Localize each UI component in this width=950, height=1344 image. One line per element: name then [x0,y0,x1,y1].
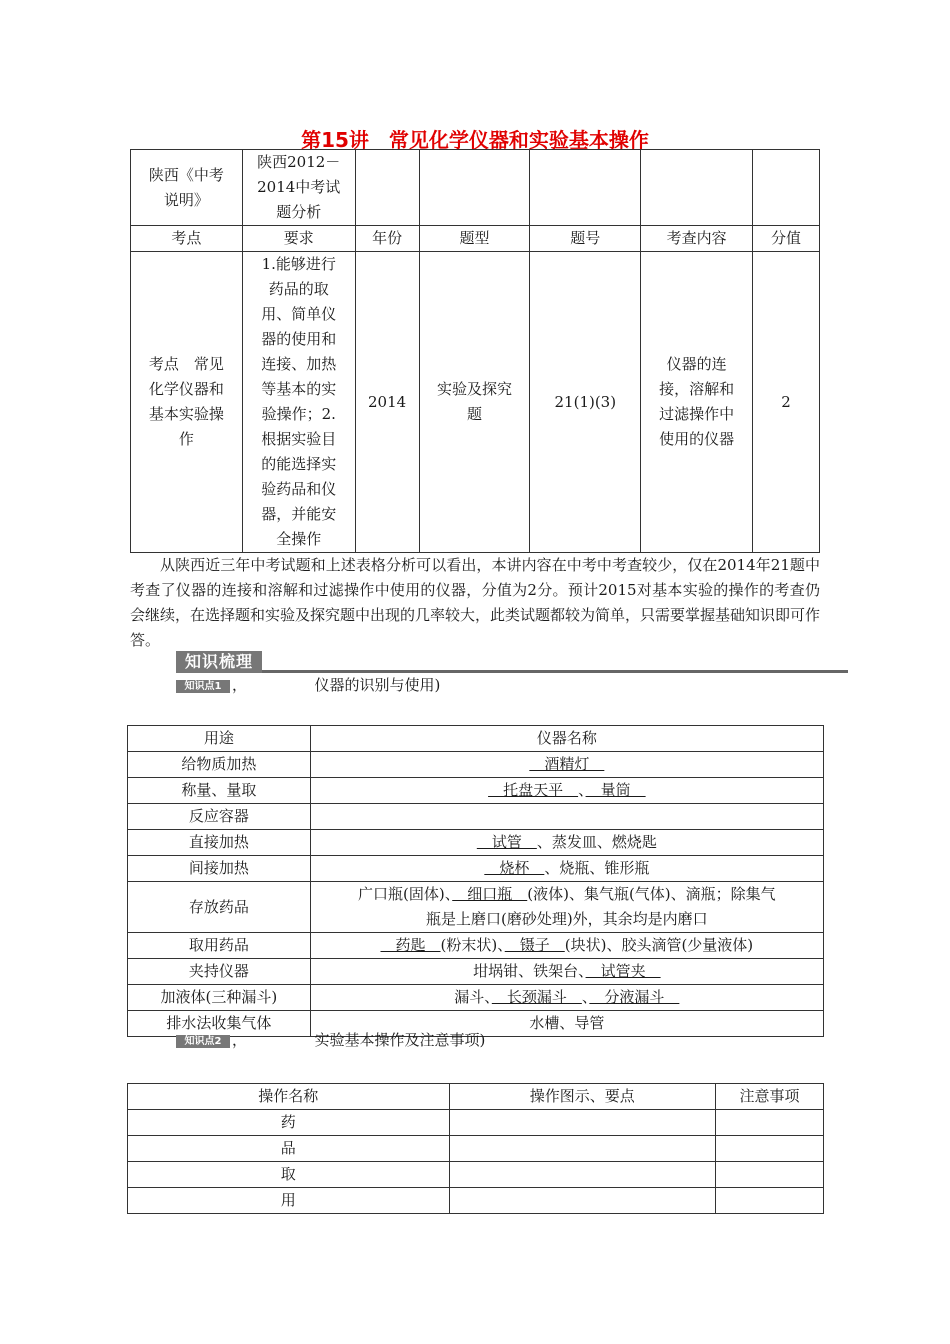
section-divider [176,670,848,673]
empty-cell [530,150,641,226]
cell-kaodian: 考点 常见 化学仪器和 基本实验操 作 [131,252,243,553]
section-label: 知识梳理 [176,651,262,673]
row-operation: 品 [128,1136,450,1162]
col-header-score: 分值 [753,226,820,252]
row-operation: 用 [128,1188,450,1214]
row-instrument: 酒精灯 [310,752,823,778]
col-header-year: 年份 [355,226,419,252]
row-use: 反应容器 [128,804,311,830]
empty-cell [716,1188,824,1214]
cell-number: 21(1)(3) [530,252,641,553]
row-use: 取用药品 [128,933,311,959]
knowledge-point-1-badge: 知识点1 [176,680,230,693]
col-header-diagram: 操作图示、要点 [449,1084,716,1110]
row-use: 称量、量取 [128,778,311,804]
empty-cell [753,150,820,226]
header-cell-shaanxi-outline: 陕西《中考 说明》 [131,150,243,226]
row-operation: 取 [128,1162,450,1188]
cell-content: 仪器的连 接，溶解和 过滤操作中 使用的仪器 [641,252,753,553]
row-instrument: 广口瓶(固体)、 细口瓶 (液体)、集气瓶(气体)、滴瓶；除集气 瓶是上磨口(磨砂处理)外，其余均是内磨口 [310,882,823,933]
col-header-number: 题号 [530,226,641,252]
col-header-type: 题型 [419,226,530,252]
cell-year: 2014 [355,252,419,553]
header-cell-exam-analysis: 陕西2012－ 2014中考试 题分析 [242,150,355,226]
exam-analysis-table [130,149,820,553]
cell-type: 实验及探究 题 [419,252,530,553]
col-header-yaoqiu: 要求 [242,226,355,252]
empty-cell [716,1136,824,1162]
empty-cell [716,1110,824,1136]
row-use: 排水法收集气体 [128,1011,311,1037]
row-instrument: 药匙 (粉末状)、 镊子 (块状)、胶头滴管(少量液体) [310,933,823,959]
col-header-operation: 操作名称 [128,1084,450,1110]
row-instrument: 托盘天平 、 量筒 [310,778,823,804]
knowledge-point-2-badge: 知识点2 [176,1035,230,1048]
row-instrument: 试管 、蒸发皿、燃烧匙 [310,830,823,856]
col-header-content: 考查内容 [641,226,753,252]
knowledge-point-1-title: ， 仪器的识别与使用) [232,676,441,694]
cell-score: 2 [753,252,820,553]
col-header-instrument: 仪器名称 [310,726,823,752]
row-instrument: 水槽、导管 [310,1011,823,1037]
empty-cell [449,1136,716,1162]
row-use: 间接加热 [128,856,311,882]
row-operation: 药 [128,1110,450,1136]
row-instrument [310,804,823,830]
empty-cell [449,1162,716,1188]
knowledge-point-2-title: ， 实验基本操作及注意事项) [232,1031,486,1049]
operation-table [127,1083,824,1214]
row-instrument: 坩埚钳、铁架台、 试管夹 [310,959,823,985]
empty-cell [355,150,419,226]
instrument-table [127,725,824,1037]
row-use: 夹持仪器 [128,959,311,985]
col-header-notes: 注意事项 [716,1084,824,1110]
empty-cell [449,1110,716,1136]
col-header-kaodian: 考点 [131,226,243,252]
row-use: 存放药品 [128,882,311,933]
row-use: 给物质加热 [128,752,311,778]
analysis-paragraph: 从陕西近三年中考试题和上述表格分析可以看出，本讲内容在中考中考查较少，仅在2014年21题中考查了仪器的连接和溶解和过滤操作中使用的仪器，分值为2分。预计2015对基本实验的操作的考查仍会继续，在选择题和实验及探究题中出现的几率较大，此类试题都较为简单，只需要掌握基础知识即可作答。 [130,556,821,649]
col-header-use: 用途 [128,726,311,752]
page-title: 第15讲 常见化学仪器和实验基本操作 [301,128,649,152]
row-use: 加液体(三种漏斗) [128,985,311,1011]
empty-cell [716,1162,824,1188]
cell-yaoqiu: 1.能够进行 药品的取 用、简单仪 器的使用和 连接、加热 等基本的实 验操作；2. 根据实验目 的能选择实 验药品和仪 器，并能安 全操作 [242,252,355,553]
empty-cell [449,1188,716,1214]
row-instrument: 烧杯 、烧瓶、锥形瓶 [310,856,823,882]
row-use: 直接加热 [128,830,311,856]
empty-cell [641,150,753,226]
empty-cell [419,150,530,226]
row-instrument: 漏斗、 长颈漏斗 、 分液漏斗 [310,985,823,1011]
